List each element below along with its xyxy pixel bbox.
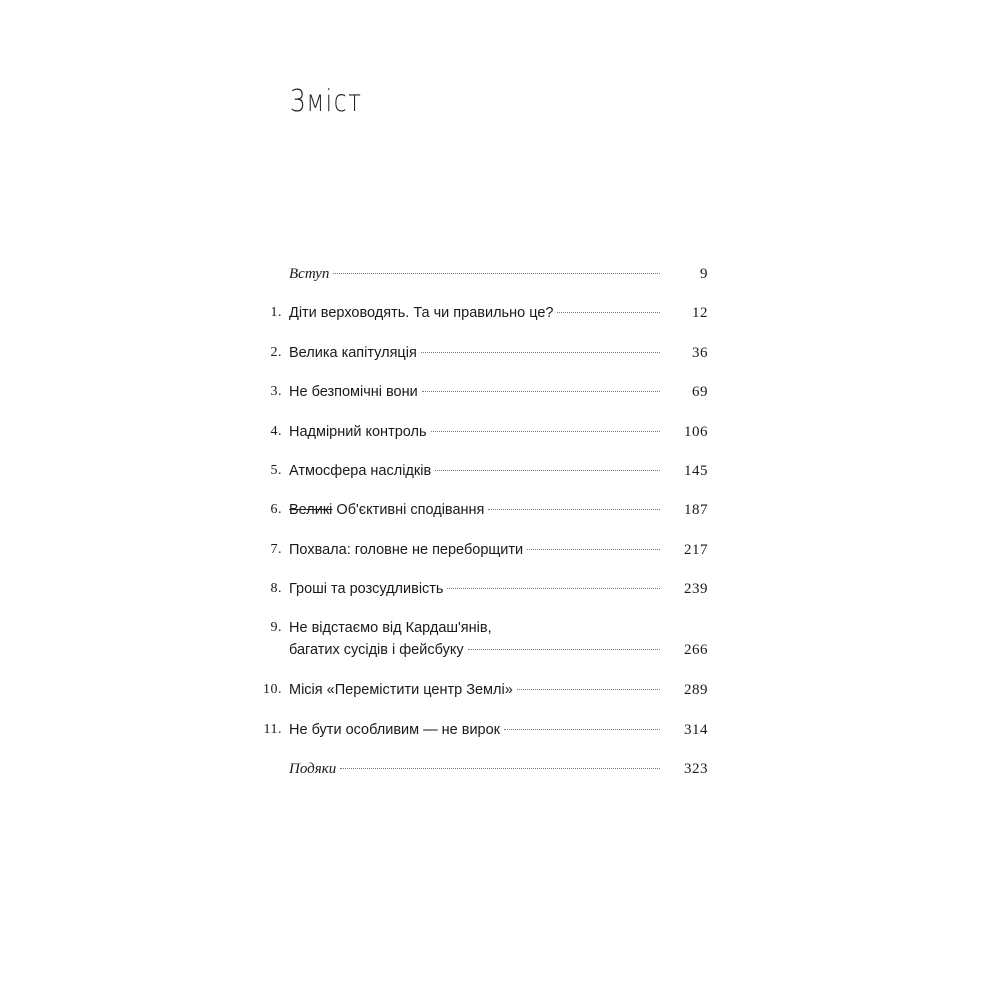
toc-entry-label: Об'єктивні сподівання — [336, 502, 485, 518]
toc-entry-label: багатих сусідів і фейсбуку — [289, 642, 464, 658]
toc-entry-chapter-1[interactable] — [0, 302, 1000, 326]
dot-leader — [504, 729, 660, 730]
toc-entry-chapter-5[interactable] — [0, 460, 1000, 484]
toc-entry-chapter-4[interactable] — [0, 421, 1000, 445]
toc-entry-page: 36 — [692, 345, 708, 361]
toc-entry-page: 266 — [684, 642, 708, 658]
dot-leader — [340, 768, 660, 769]
toc-entry-label: Діти верховодять. Та чи правильно це? — [289, 305, 554, 321]
toc-entry-number: 9. — [270, 620, 282, 635]
toc-entry-label: Не бути особливим — не вирок — [289, 722, 501, 738]
toc-entry-number: 4. — [270, 424, 282, 439]
toc-entry-page: 323 — [684, 761, 708, 777]
dot-leader — [557, 312, 660, 313]
dot-leader — [447, 588, 660, 589]
toc-entry-page: 187 — [684, 502, 708, 518]
dot-leader — [422, 391, 660, 392]
toc-entry-label-wrapper — [289, 499, 484, 521]
toc-entry-chapter-8[interactable] — [0, 578, 1000, 602]
toc-entry-page: 239 — [684, 581, 708, 597]
dot-leader — [333, 273, 660, 274]
dot-leader — [468, 649, 660, 650]
toc-entry-page: 69 — [692, 384, 708, 400]
toc-entry-number: 6. — [270, 502, 282, 517]
toc-entry-label: Не безпомічні вони — [289, 384, 418, 400]
toc-entry-number: 1. — [270, 305, 282, 320]
toc-entry-struck-word: Великі — [289, 502, 333, 518]
toc-entry-page: 289 — [684, 682, 708, 698]
toc-entry-page: 145 — [684, 463, 708, 479]
toc-entry-number: 3. — [270, 384, 282, 399]
dot-leader — [421, 352, 660, 353]
toc-entry-label: Похвала: головне не переборщити — [289, 542, 524, 558]
toc-entry-page: 217 — [684, 542, 708, 558]
toc-entry-acknowledgements[interactable] — [0, 758, 1000, 782]
toc-entry-chapter-11[interactable] — [0, 719, 1000, 743]
toc-entry-number: 7. — [270, 542, 282, 557]
toc-entry-label: Місія «Перемістити центр Землі» — [289, 682, 513, 698]
dot-leader — [517, 689, 660, 690]
toc-entry-page: 106 — [684, 424, 708, 440]
toc-entry-number: 10. — [263, 682, 282, 697]
toc-entry-number: 11. — [263, 722, 282, 737]
toc-entry-intro[interactable] — [0, 263, 1000, 287]
toc-entry-chapter-2[interactable] — [0, 342, 1000, 366]
toc-entry-label: Гроші та розсудливість — [289, 581, 444, 597]
dot-leader — [488, 509, 660, 510]
toc-entry-number: 2. — [270, 345, 282, 360]
toc-entry-label: Вступ — [289, 266, 330, 282]
toc-entry-page: 12 — [692, 305, 708, 321]
dot-leader — [431, 431, 660, 432]
dot-leader — [527, 549, 660, 550]
toc-entry-page: 314 — [684, 722, 708, 738]
toc-entry-chapter-6[interactable] — [0, 499, 1000, 523]
toc-entry-number: 5. — [270, 463, 282, 478]
toc-entry-page: 9 — [700, 266, 708, 282]
toc-entry-chapter-10[interactable] — [0, 679, 1000, 703]
page-title: Зміст — [290, 84, 363, 119]
toc-entry-label: Атмосфера наслідків — [289, 463, 432, 479]
toc-entry-label: Велика капітуляція — [289, 345, 417, 361]
toc-entry-chapter-3[interactable] — [0, 381, 1000, 405]
toc-entry-label-line1: Не відстаємо від Кардаш'янів, — [289, 620, 492, 636]
toc-entry-chapter-7[interactable] — [0, 539, 1000, 563]
toc-entry-label: Подяки — [289, 761, 337, 777]
dot-leader — [435, 470, 660, 471]
toc-entry-label: Надмірний контроль — [289, 424, 427, 440]
toc-entry-chapter-9[interactable] — [0, 617, 1000, 665]
toc-entry-number: 8. — [270, 581, 282, 596]
